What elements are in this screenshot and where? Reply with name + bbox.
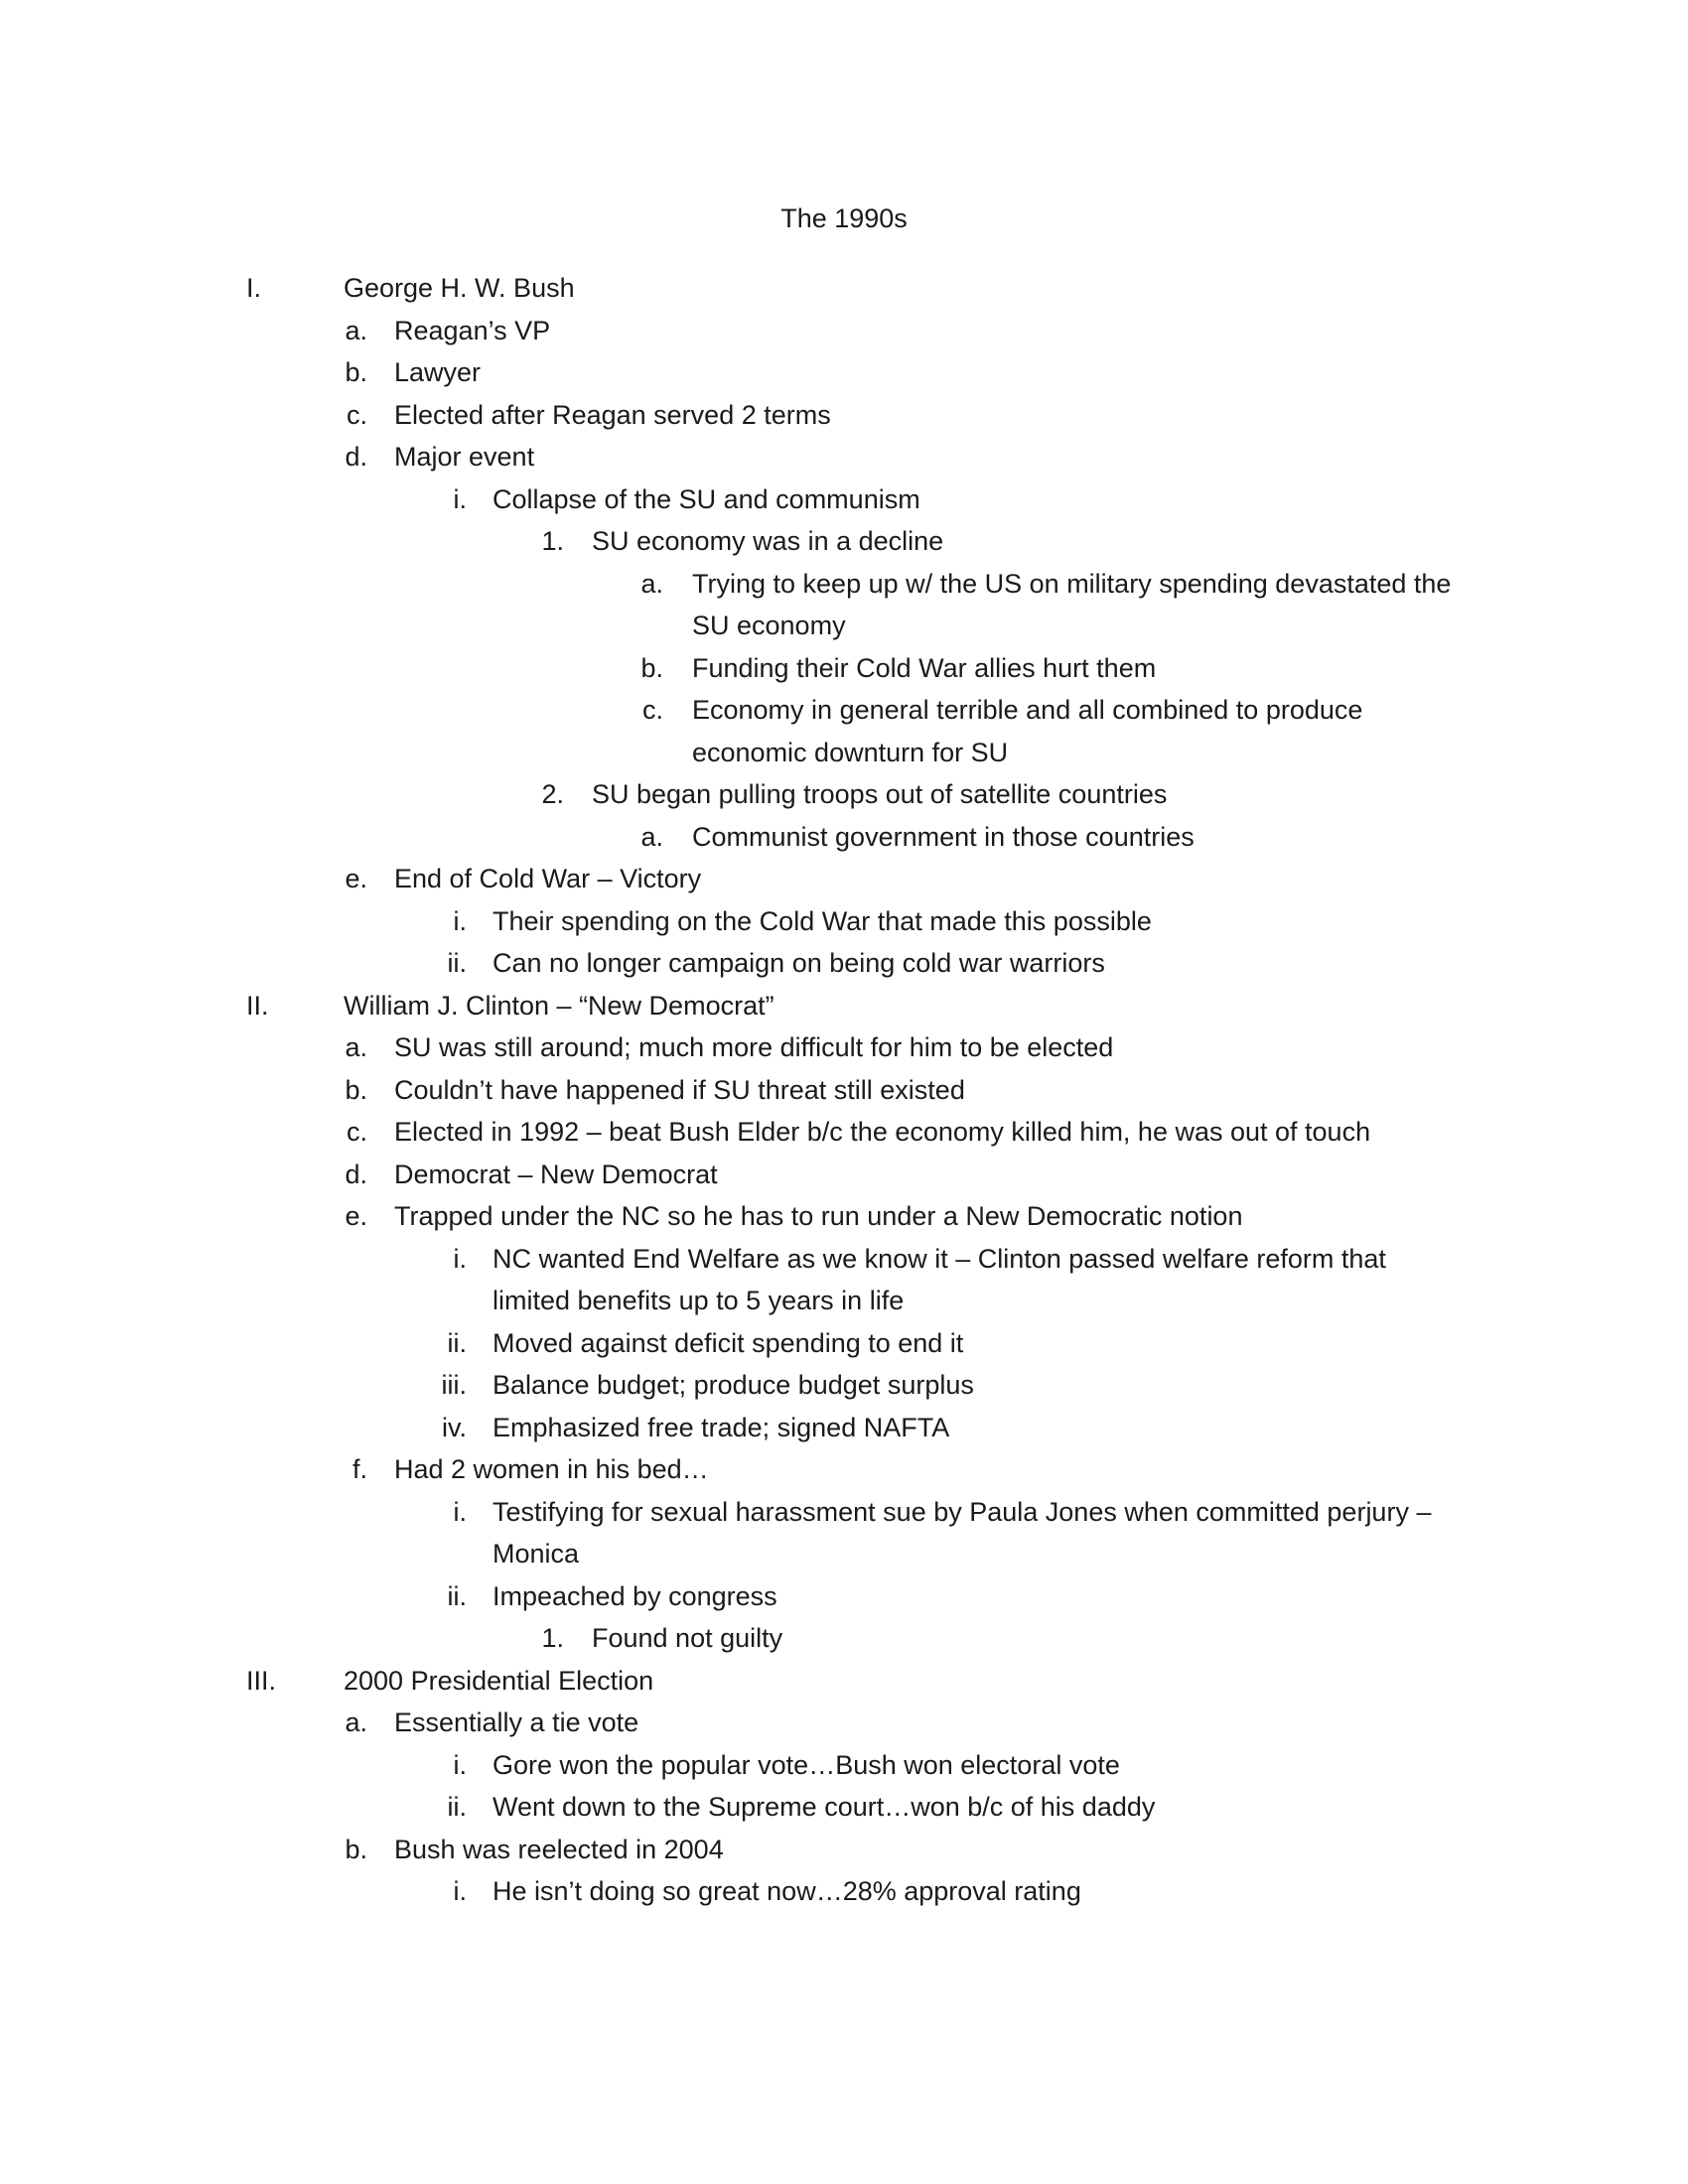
- outline-marker: f.: [352, 1454, 367, 1484]
- outline-item: [0, 1494, 1688, 1537]
- outline-marker: i.: [453, 905, 467, 936]
- outline-item: [0, 1367, 1688, 1410]
- page-title: The 1990s: [780, 204, 908, 233]
- outline-text: SU economy was in a decline: [592, 526, 944, 556]
- outline-marker: a.: [345, 1032, 367, 1062]
- outline-marker: iii.: [441, 1370, 467, 1400]
- outline-item: [0, 650, 1688, 693]
- outline-marker: c.: [346, 1117, 367, 1147]
- outline-marker: III.: [246, 1665, 277, 1696]
- outline-item: [0, 988, 1688, 1030]
- outline-item: [0, 819, 1688, 862]
- outline-item: [0, 1325, 1688, 1368]
- outline-item: [0, 397, 1688, 440]
- outline-item: [0, 1198, 1688, 1241]
- outline-item: [0, 354, 1688, 397]
- outline-item: [0, 1578, 1688, 1621]
- outline-text: SU economy: [692, 611, 846, 640]
- outline-text: Major event: [394, 442, 535, 472]
- outline-text: William J. Clinton – “New Democrat”: [344, 990, 774, 1021]
- outline-item: [0, 1663, 1688, 1706]
- outline-item: [0, 776, 1688, 819]
- outline-item: [0, 1029, 1688, 1072]
- outline-marker: b.: [640, 652, 663, 683]
- outline-text: Gore won the popular vote…Bush won electoral vote: [492, 1749, 1120, 1780]
- outline-text: Went down to the Supreme court…won b/c of his daddy: [492, 1792, 1156, 1822]
- outline-item: [0, 903, 1688, 946]
- outline-item: [0, 313, 1688, 355]
- outline-marker: a.: [640, 568, 663, 599]
- outline-marker: d.: [345, 442, 367, 472]
- outline-item: [0, 523, 1688, 566]
- outline-marker: c.: [346, 399, 367, 430]
- outline-text: Elected in 1992 – beat Bush Elder b/c the economy killed him, he was out of touch: [394, 1117, 1371, 1147]
- outline-text: Democrat – New Democrat: [394, 1159, 718, 1189]
- outline-text: Had 2 women in his bed…: [394, 1454, 709, 1484]
- outline-marker: b.: [345, 1074, 367, 1105]
- outline-list: [0, 270, 1688, 1916]
- outline-text: limited benefits up to 5 years in life: [492, 1286, 905, 1315]
- outline-marker: 1.: [541, 526, 564, 556]
- outline-marker: e.: [345, 864, 367, 893]
- outline-marker: iv.: [442, 1412, 467, 1442]
- outline-text: Trapped under the NC so he has to run under a New Democratic notion: [394, 1201, 1243, 1231]
- outline-text: Testifying for sexual harassment sue by Paula Jones when committed perjury –: [492, 1496, 1432, 1527]
- outline-item: [0, 1873, 1688, 1916]
- outline-text: NC wanted End Welfare as we know it – Clinton passed welfare reform that: [492, 1243, 1386, 1274]
- outline-text: Emphasized free trade; signed NAFTA: [492, 1412, 950, 1442]
- outline-text: Can no longer campaign on being cold war warriors: [492, 948, 1105, 978]
- outline-item: [0, 1620, 1688, 1663]
- outline-text: SU began pulling troops out of satellite countries: [592, 779, 1168, 809]
- outline-text: Collapse of the SU and communism: [492, 483, 920, 514]
- outline-item: [0, 945, 1688, 988]
- outline-item-continuation: [0, 1283, 1688, 1325]
- outline-text: Bush was reelected in 2004: [394, 1834, 724, 1864]
- outline-text: End of Cold War – Victory: [394, 864, 702, 893]
- outline-text: Communist government in those countries: [692, 821, 1195, 852]
- outline-item: [0, 1114, 1688, 1157]
- outline-item: [0, 481, 1688, 524]
- outline-text: 2000 Presidential Election: [344, 1665, 654, 1696]
- outline-item: [0, 270, 1688, 313]
- outline-marker: a.: [640, 821, 663, 852]
- outline-marker: b.: [345, 1834, 367, 1864]
- outline-marker: a.: [345, 1707, 367, 1737]
- outline-item: [0, 1157, 1688, 1199]
- outline-text: Reagan’s VP: [394, 315, 551, 345]
- outline-marker: ii.: [447, 948, 467, 978]
- outline-text: Elected after Reagan served 2 terms: [394, 399, 831, 430]
- outline-item: [0, 1241, 1688, 1284]
- outline-text: Balance budget; produce budget surplus: [492, 1370, 974, 1400]
- outline-item: [0, 1832, 1688, 1874]
- outline-item: [0, 566, 1688, 609]
- outline-marker: i.: [453, 1749, 467, 1780]
- outline-text: SU was still around; much more difficult for him to be elected: [394, 1032, 1114, 1062]
- outline-text: Monica: [492, 1539, 580, 1569]
- outline-item: [0, 1072, 1688, 1115]
- outline-marker: i.: [453, 1876, 467, 1906]
- outline-marker: II.: [246, 990, 269, 1021]
- outline-text: Trying to keep up w/ the US on military spending devastated the: [692, 568, 1452, 599]
- outline-item: [0, 1451, 1688, 1494]
- outline-text: Lawyer: [394, 357, 482, 387]
- outline-marker: ii.: [447, 1580, 467, 1611]
- outline-marker: ii.: [447, 1327, 467, 1358]
- outline-marker: c.: [641, 695, 663, 725]
- outline-text: He isn’t doing so great now…28% approval rating: [492, 1876, 1081, 1906]
- outline-marker: i.: [453, 1496, 467, 1527]
- outline-item: [0, 692, 1688, 735]
- outline-text: Economy in general terrible and all combined to produce: [692, 695, 1363, 725]
- outline-item: [0, 861, 1688, 903]
- outline-marker: i.: [453, 483, 467, 514]
- outline-text: Their spending on the Cold War that made this possible: [492, 905, 1152, 936]
- outline-text: Funding their Cold War allies hurt them: [692, 652, 1157, 683]
- outline-item-continuation: [0, 1536, 1688, 1578]
- outline-marker: ii.: [447, 1792, 467, 1822]
- outline-marker: a.: [345, 315, 367, 345]
- outline-item: [0, 1789, 1688, 1832]
- outline-item: [0, 439, 1688, 481]
- outline-item: [0, 1410, 1688, 1452]
- outline-item-continuation: [0, 735, 1688, 777]
- outline-item: [0, 1747, 1688, 1790]
- outline-text: Couldn’t have happened if SU threat still existed: [394, 1074, 965, 1105]
- outline-text: George H. W. Bush: [344, 273, 575, 303]
- outline-marker: I.: [246, 273, 262, 303]
- outline-marker: d.: [345, 1159, 367, 1189]
- outline-marker: b.: [345, 357, 367, 387]
- outline-item: [0, 1705, 1688, 1747]
- outline-text: Moved against deficit spending to end it: [492, 1327, 964, 1358]
- outline-marker: 2.: [541, 779, 564, 809]
- outline-marker: 1.: [541, 1623, 564, 1653]
- outline-text: economic downturn for SU: [692, 737, 1009, 767]
- outline-marker: e.: [345, 1201, 367, 1231]
- outline-text: Essentially a tie vote: [394, 1707, 639, 1737]
- outline-item-continuation: [0, 608, 1688, 650]
- outline-marker: i.: [453, 1243, 467, 1274]
- outline-text: Found not guilty: [592, 1623, 783, 1653]
- outline-text: Impeached by congress: [492, 1580, 777, 1611]
